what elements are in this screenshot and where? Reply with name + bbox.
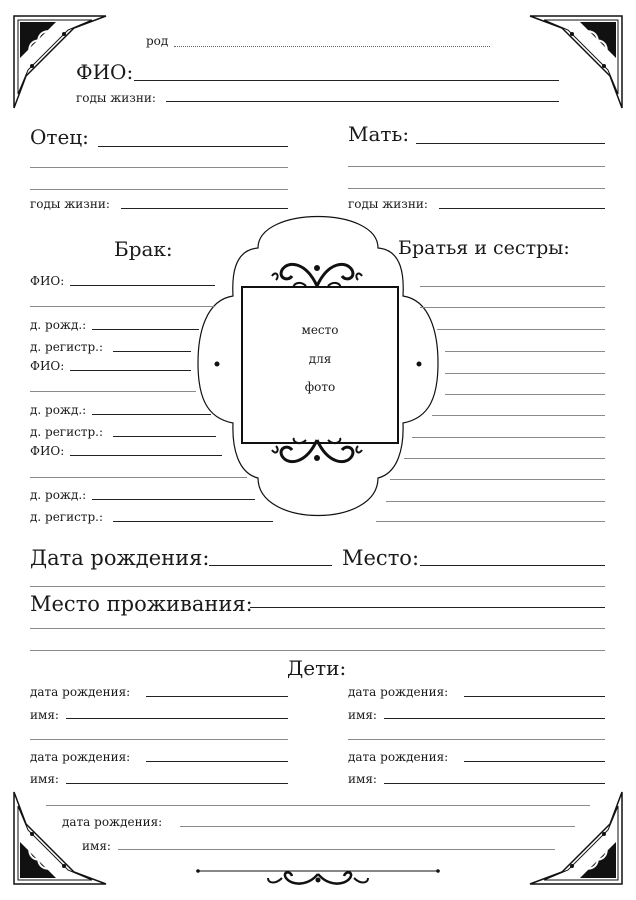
marriage-3-birth-line[interactable] <box>92 499 255 500</box>
years-field-line[interactable] <box>166 101 559 102</box>
children-divider-line[interactable] <box>46 805 590 806</box>
child-4-name-line[interactable] <box>384 783 605 784</box>
mother-extra-line-1[interactable] <box>348 166 605 167</box>
siblings-line-6[interactable] <box>445 394 605 395</box>
years-label: годы жизни: <box>76 91 156 105</box>
child-5-name-line[interactable] <box>118 849 555 850</box>
marriage-3-fio-line[interactable] <box>70 455 222 456</box>
marriage-title: Брак: <box>114 237 173 261</box>
birth-place-line[interactable] <box>420 565 605 566</box>
siblings-line-2[interactable] <box>420 307 605 308</box>
fio-label: ФИО: <box>76 60 134 84</box>
siblings-line-7[interactable] <box>432 415 605 416</box>
photo-text-line-2: для <box>308 352 332 366</box>
marriage-2-fio-line[interactable] <box>70 370 191 371</box>
child-1-date-label: дата рождения: <box>30 685 131 699</box>
corner-ornament-top-right <box>528 14 624 110</box>
marriage-1-reg-label: д. регистр.: <box>30 340 103 354</box>
residence-extra-line-2[interactable] <box>30 650 605 651</box>
photo-top-flourish-icon <box>270 256 364 290</box>
marriage-1-reg-line[interactable] <box>113 351 191 352</box>
mother-extra-line-2[interactable] <box>348 188 605 189</box>
photo-text-line-3: фото <box>304 380 336 394</box>
child-2-name-label: имя: <box>348 708 377 722</box>
marriage-2-fio-label: ФИО: <box>30 359 65 373</box>
siblings-line-4[interactable] <box>445 351 605 352</box>
mother-title: Мать: <box>348 122 410 146</box>
marriage-2-reg-label: д. регистр.: <box>30 425 103 439</box>
child-5-date-line[interactable] <box>180 826 575 827</box>
marriage-3-reg-label: д. регистр.: <box>30 510 103 524</box>
mother-years-line[interactable] <box>439 208 605 209</box>
child-4-name-label: имя: <box>348 772 377 786</box>
mother-years-label: годы жизни: <box>348 197 428 211</box>
child-3-name-line[interactable] <box>66 783 288 784</box>
marriage-2-birth-line[interactable] <box>92 414 211 415</box>
siblings-line-11[interactable] <box>386 501 605 502</box>
child-1-name-label: имя: <box>30 708 59 722</box>
child-5-date-label: дата рождения: <box>62 815 163 829</box>
child-3-name-label: имя: <box>30 772 59 786</box>
bottom-flourish-icon <box>196 862 440 888</box>
birth-date-line[interactable] <box>209 565 332 566</box>
siblings-line-5[interactable] <box>445 373 605 374</box>
birth-date-label: Дата рождения: <box>30 546 210 570</box>
siblings-line-9[interactable] <box>404 458 605 459</box>
residence-label: Место проживания: <box>30 592 253 616</box>
siblings-line-3[interactable] <box>437 329 605 330</box>
photo-placeholder <box>241 286 399 444</box>
siblings-line-1[interactable] <box>420 286 605 287</box>
siblings-line-10[interactable] <box>390 479 605 480</box>
child-4-date-line[interactable] <box>464 761 605 762</box>
fio-field-line[interactable] <box>134 80 559 81</box>
siblings-line-12[interactable] <box>376 521 605 522</box>
father-years-label: годы жизни: <box>30 197 110 211</box>
marriage-3-extra-line[interactable] <box>30 477 247 478</box>
marriage-3-fio-label: ФИО: <box>30 444 65 458</box>
marriage-2-reg-line[interactable] <box>113 436 216 437</box>
father-name-line[interactable] <box>98 146 288 147</box>
child-1-name-line[interactable] <box>66 718 288 719</box>
marriage-1-extra-line[interactable] <box>30 306 215 307</box>
marriage-2-birth-label: д. рожд.: <box>30 403 87 417</box>
residence-extra-line-1[interactable] <box>30 628 605 629</box>
child-5-name-label: имя: <box>82 839 111 853</box>
child-2-date-label: дата рождения: <box>348 685 449 699</box>
child-4-date-label: дата рождения: <box>348 750 449 764</box>
father-title: Отец: <box>30 125 89 149</box>
child-3-date-label: дата рождения: <box>30 750 131 764</box>
child-1-extra-line[interactable] <box>30 739 288 740</box>
siblings-title: Братья и сестры: <box>398 237 570 259</box>
marriage-1-fio-line[interactable] <box>70 285 215 286</box>
birth-extra-line[interactable] <box>30 586 605 587</box>
marriage-3-birth-label: д. рожд.: <box>30 488 87 502</box>
birth-place-label: Место: <box>342 546 420 570</box>
photo-bottom-flourish-icon <box>270 436 364 470</box>
residence-line[interactable] <box>250 607 605 608</box>
mother-name-line[interactable] <box>416 143 605 144</box>
child-2-name-line[interactable] <box>384 718 605 719</box>
siblings-line-8[interactable] <box>412 437 605 438</box>
rod-label: род <box>146 34 169 48</box>
rod-field-line[interactable] <box>174 46 490 47</box>
child-1-date-line[interactable] <box>146 696 288 697</box>
marriage-3-reg-line[interactable] <box>113 521 273 522</box>
marriage-1-fio-label: ФИО: <box>30 274 65 288</box>
children-title: Дети: <box>287 656 347 680</box>
child-2-date-line[interactable] <box>464 696 605 697</box>
father-extra-line-2[interactable] <box>30 189 288 190</box>
marriage-1-birth-line[interactable] <box>92 329 199 330</box>
child-2-extra-line[interactable] <box>348 739 605 740</box>
marriage-1-birth-label: д. рожд.: <box>30 318 87 332</box>
photo-text-line-1: место <box>301 323 339 337</box>
child-3-date-line[interactable] <box>146 761 288 762</box>
marriage-2-extra-line[interactable] <box>30 391 196 392</box>
father-extra-line-1[interactable] <box>30 167 288 168</box>
